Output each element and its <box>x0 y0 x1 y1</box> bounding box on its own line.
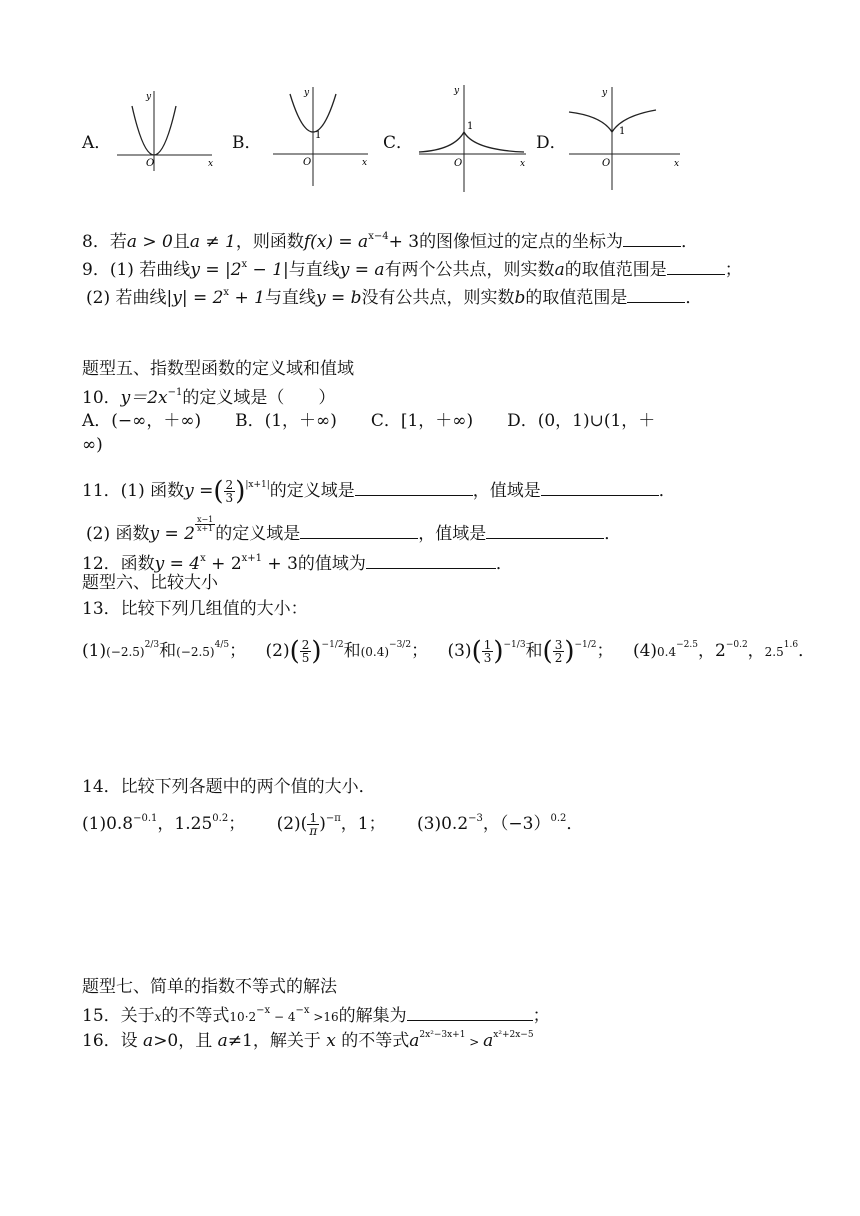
origin-label: O <box>454 158 463 169</box>
graph-c <box>414 80 532 195</box>
question-13-items: $(1)(-2.5)^{2/3}$和$(-2.5)^{4/5}$； (2)( $\frac{2}{5}$ )$^{-1/2}$和$(0.4)^{-3/2}$； (3)( $\frac{1}{3}$ )$^{-1/3}$和( $\frac{3}{2}$ )$^{-1/2}$； $(4)0.4^{-2.5}$，$2^{-0.2}$，$2.5^{1.6}$． <box>82 636 816 667</box>
y-label: y <box>146 92 152 102</box>
y-label: y <box>304 88 310 98</box>
section-6-heading: 题型六、比较大小 <box>82 573 218 593</box>
question-14: 14．比较下列各题中的两个值的大小． <box>82 777 376 797</box>
x-label: x <box>362 158 368 168</box>
option-c-label: C． <box>383 133 414 153</box>
question-10-options: A．(−∞，＋∞) B．(1，＋∞) C．[1，＋∞) D．(0，1)∪(1，＋ <box>82 411 656 431</box>
origin-label: O <box>146 158 155 169</box>
option-d-label: D． <box>536 133 567 153</box>
question-12: 12．函数$y = 4^x + 2^{x+1} + 3$的值域为 ． <box>82 553 513 574</box>
curve-left <box>419 132 464 152</box>
question-11-part-2: (2) 函数y = 2 $\frac{x-1}{x+1}$ 的定义域是 ，值域是 ． <box>86 515 622 544</box>
y-label: y <box>454 86 460 96</box>
tick-1: 1 <box>619 126 626 137</box>
graph-b <box>268 82 373 190</box>
question-15: 15．关于x的不等式$10\cdot 2^{-x} - 4^{-x} >16$的解集为 ； <box>82 1005 550 1026</box>
question-16: 16．设 a>0，且 a≠1，解关于 x 的不等式$a^{2x^2-3x+1} > a^{x^2+2x-5}$ <box>82 1030 534 1051</box>
tick-1: 1 <box>467 121 474 132</box>
tick-1: 1 <box>315 130 322 141</box>
origin-label: O <box>602 158 611 169</box>
question-11-part-1: 11．(1) 函数y =( $\frac{2}{3}$ )$^{|x+1|}$的定义域是 ，值域是 ． <box>82 476 676 507</box>
curve-right <box>464 132 524 152</box>
x-label: x <box>674 159 680 169</box>
x-label: x <box>208 159 214 169</box>
question-10-options-wrap: ∞) <box>82 435 103 455</box>
question-10: 10．$y=2x^{-1}$的定义域是（ ） <box>82 387 336 408</box>
question-13: 13．比较下列几组值的大小： <box>82 599 308 619</box>
section-7-heading: 题型七、简单的指数不等式的解法 <box>82 977 337 997</box>
x-label: x <box>520 159 526 169</box>
question-8: 8．若a > 0且a ≠ 1，则函数$f(x) = a^{x-4}+ 3$的图像恒过的定点的坐标为 ． <box>82 231 699 252</box>
question-14-items: $(1)0.8^{-0.1}$，$1.25^{0.2}$； (2)( $\frac{1}{\pi}$ )$^{-\pi}$，1； $(3)0.2^{-3}$，$(-3)^{0.2}$． <box>82 811 584 838</box>
section-5-heading: 题型五、指数型函数的定义域和值域 <box>82 359 354 379</box>
question-9-part-2: (2) 若曲线$|y| = 2^x + 1$与直线y = b没有公共点，则实数b的取值范围是 ． <box>86 287 703 308</box>
question-9-part-1: 9．(1) 若曲线$y = |2^x - 1|$与直线y = a有两个公共点，则实数a的取值范围是 ； <box>82 259 742 280</box>
origin-label: O <box>303 157 312 168</box>
y-label: y <box>602 88 608 98</box>
graph-a <box>112 86 222 176</box>
curve-left <box>569 112 612 132</box>
graph-d <box>564 82 684 194</box>
option-a-label: A． <box>82 133 112 153</box>
option-b-label: B． <box>232 133 262 153</box>
